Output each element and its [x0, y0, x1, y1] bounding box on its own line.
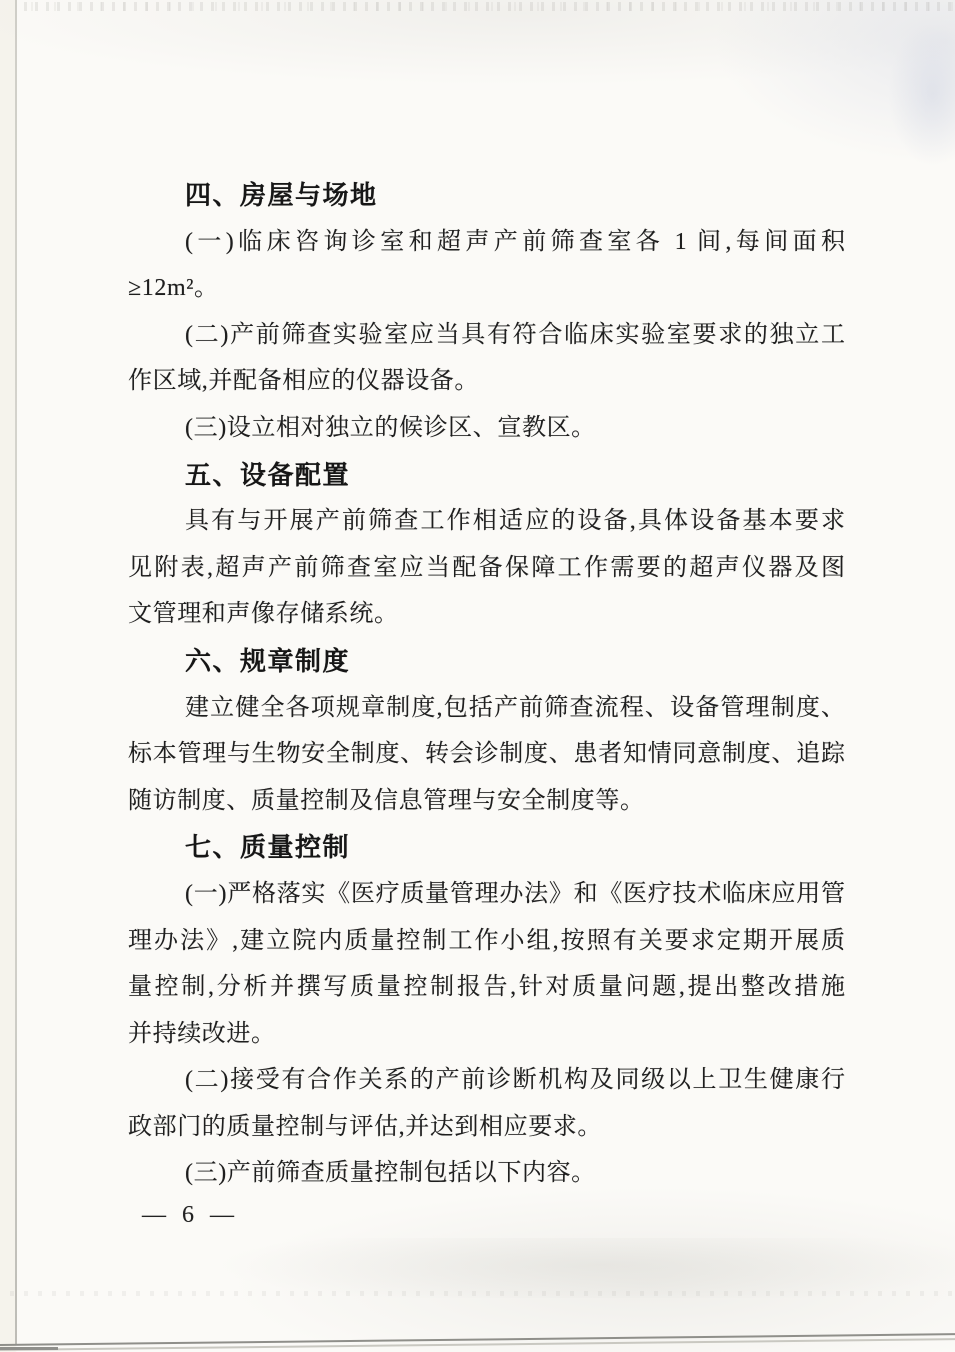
scan-top-right-smudge [865, 25, 955, 255]
text-line: 量控制,分析并撰写质量控制报告,针对质量问题,提出整改措施 [128, 974, 845, 1001]
text-line: 建立健全各项规章制度,包括产前筛查流程、设备管理制度、 [185, 694, 845, 721]
scan-left-page-edge-line [15, 0, 17, 1344]
text-line: (一)严格落实《医疗质量管理办法》和《医疗技术临床应用管 [185, 880, 845, 907]
text-line: 具有与开展产前筛查工作相适应的设备,具体设备基本要求 [185, 508, 845, 535]
text-line: 标本管理与生物安全制度、转会诊制度、患者知情同意制度、追踪 [128, 741, 845, 768]
text-line: (一)临床咨询诊室和超声产前筛查室各 1 间,每间面积 [185, 228, 845, 255]
text-line: 见附表,超声产前筛查室应当配备保障工作需要的超声仪器及图 [128, 554, 845, 581]
text-line: ≥12m²。 [128, 275, 219, 302]
section-heading: 六、规章制度 [185, 645, 351, 676]
text-line: 随访制度、质量控制及信息管理与安全制度等。 [128, 787, 645, 814]
text-line: (二)产前筛查实验室应当具有符合临床实验室要求的独立工 [185, 321, 845, 348]
text-line: (三)设立相对独立的候诊区、宣教区。 [185, 414, 596, 441]
scan-bottom-left-edge-mark [0, 1347, 58, 1350]
text-line: 并持续改进。 [128, 1020, 276, 1047]
scan-top-noise-artifact [24, 2, 955, 11]
scan-bottom-shade-band [20, 1238, 955, 1298]
text-line: (二)接受有合作关系的产前诊断机构及同级以上卫生健康行 [185, 1067, 845, 1094]
text-line: 作区域,并配备相应的仪器设备。 [128, 368, 479, 395]
text-line: 政部门的质量控制与评估,并达到相应要求。 [128, 1113, 602, 1140]
section-heading: 五、设备配置 [185, 459, 351, 490]
section-heading: 四、房屋与场地 [185, 180, 378, 210]
text-line: 理办法》,建立院内质量控制工作小组,按照有关要求定期开展质 [128, 927, 845, 954]
section-heading: 七、质量控制 [185, 832, 351, 863]
page-number: — 6 — [142, 1202, 239, 1228]
text-line: (三)产前筛查质量控制包括以下内容。 [185, 1160, 596, 1187]
text-line: 文管理和声像存储系统。 [128, 601, 399, 628]
scan-bottom-noise-artifact [10, 1291, 955, 1296]
document-body [128, 172, 845, 1197]
